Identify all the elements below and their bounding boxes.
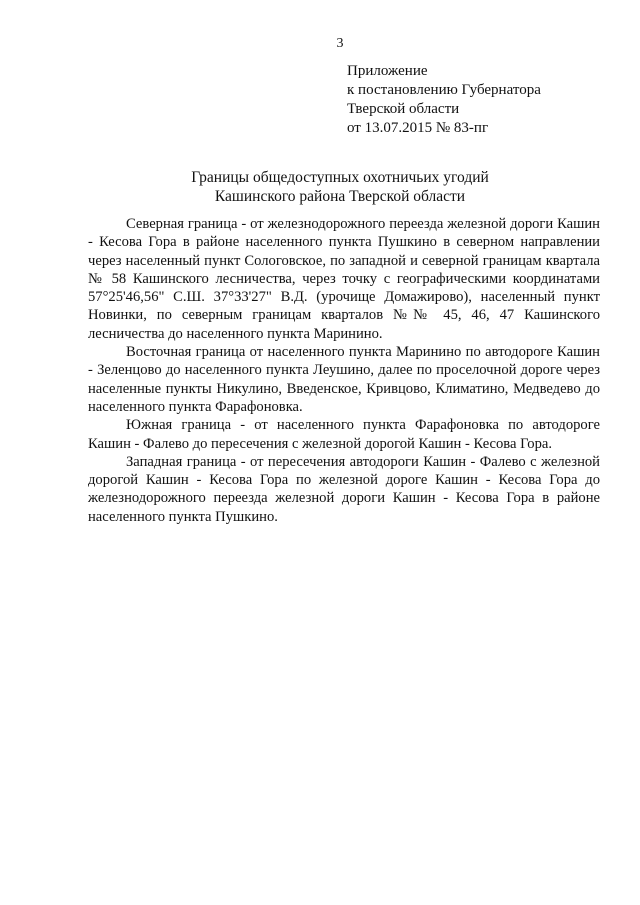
page-number: 3 — [336, 36, 344, 51]
appendix-line-3: Тверской области — [347, 101, 460, 117]
appendix-line-2: к постановлению Губернатора — [347, 82, 541, 98]
appendix-line-4: от 13.07.2015 № 83-пг — [347, 120, 489, 136]
document-title — [60, 168, 620, 206]
appendix-block — [347, 62, 541, 138]
appendix-line-1: Приложение — [347, 63, 428, 79]
paragraph-east-border: Восточная граница от населенного пункта Маринино по автодороге Кашин - Зеленцово до населенного пункта Леушино, далее по проселочной дороге через населенные пункты Никулино, Введенское, Кривцово, Климатино, Медведево до населенного пункта Фарафоновка. — [88, 344, 600, 415]
title-line-2: Кашинского района Тверской области — [214, 188, 466, 205]
document-body — [88, 215, 600, 526]
paragraph-west-border: Западная граница - от пересечения автодороги Кашин - Фалево с железной дорогой Кашин - Кесова Гора по железной дороге Кашин - Кесова Гора до железнодорожного переезда железной дороги Кашин - Кесова Гора в районе населенного пункта Пушкино. — [88, 453, 600, 525]
title-line-1: Границы общедоступных охотничьих угодий — [191, 169, 489, 186]
paragraph-north-border: Северная граница - от железнодорожного переезда железной дороги Кашин - Кесова Гора в районе населенного пункта Пушкино в северном направлении через населенный пункт Сологовское, по западной и северной границам квартала № 58 Кашинского лесничества, через точку с географическими координатами 57°25'46,56" С.Ш. 37°33'27" В.Д. (урочище Домажирово), населенный пункт Новинки, по северным границам кварталов №№ 45, 46, 47 Кашинского лесничества до населенного пункта Маринино. — [88, 216, 600, 342]
paragraph-south-border: Южная граница - от населенного пункта Фарафоновка по автодороге Кашин - Фалево до пересечения с железной дорогой Кашин - Кесова Гора. — [88, 417, 600, 452]
